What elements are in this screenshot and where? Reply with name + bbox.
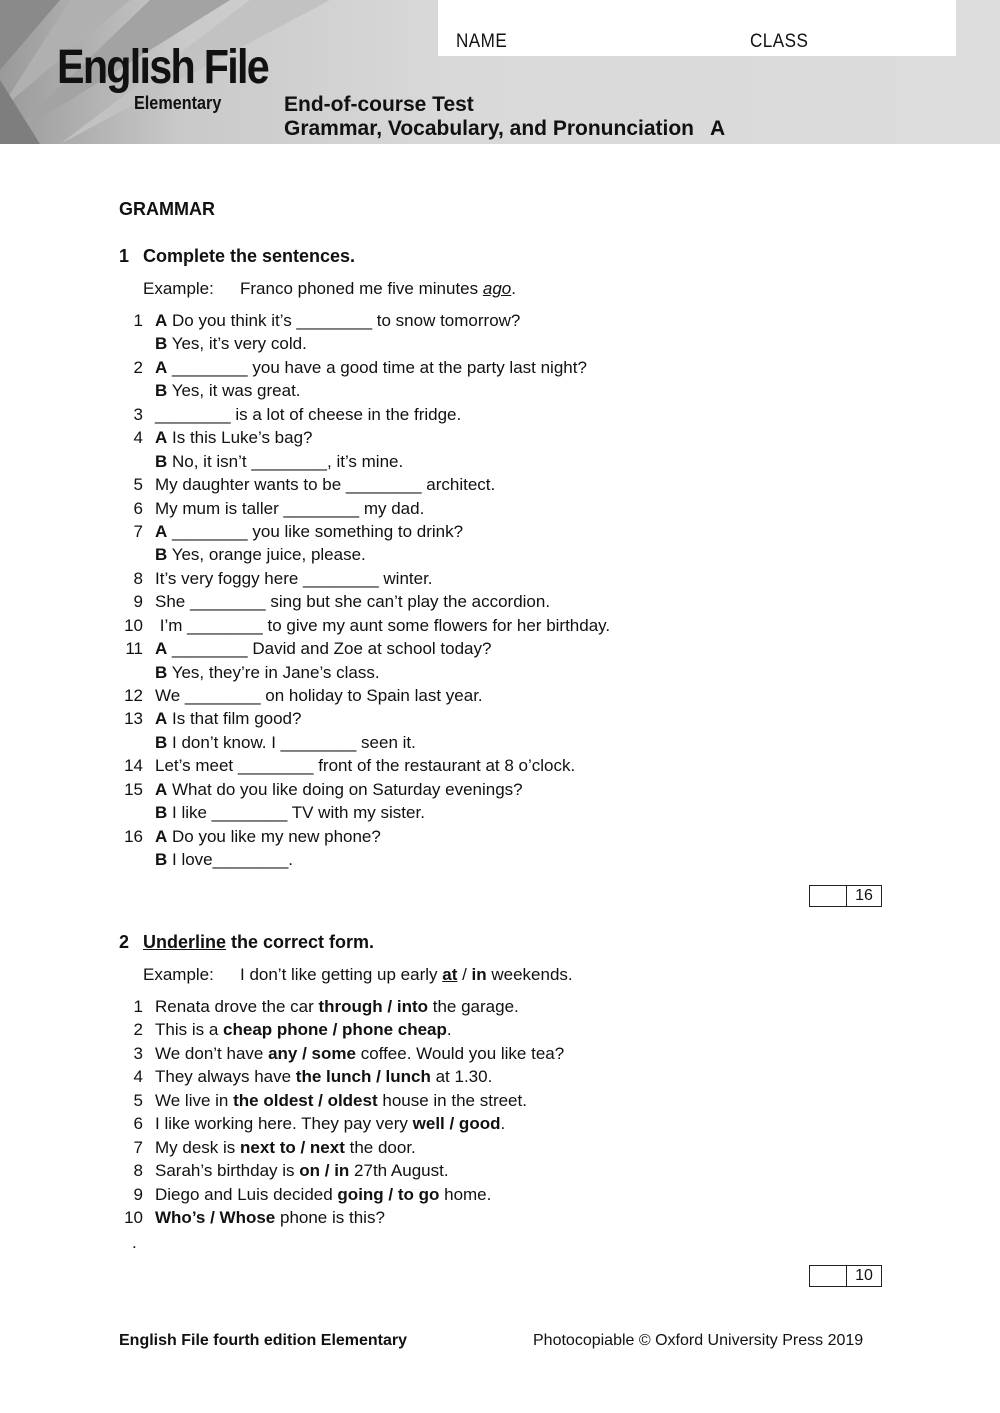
exercise-1-line [119,520,610,543]
answer-options[interactable]: through / into [318,997,429,1016]
item-text-before: Sarah’s birthday is [155,1161,300,1181]
example-label: Example: [143,279,214,298]
name-class-box [438,0,956,56]
exercise-1-line [119,309,610,332]
answer-options[interactable]: any / some [268,1043,356,1063]
item-number: 9 [133,592,143,612]
name-label: NAME [456,31,508,52]
example-after: weekends. [486,965,573,984]
item-text: I love________. [167,850,293,870]
example-label: Example: [143,965,214,984]
speaker-label: A [155,639,168,659]
exercise-2-list [119,995,564,1229]
exercise-2-line [119,1065,564,1088]
item-text: Let’s meet ________ front of the restaurant at 8 o’clock. [155,756,576,776]
item-number: 9 [133,1184,143,1204]
exercise-2-line [119,1136,564,1159]
exercise-2-number: 2 [119,932,130,952]
exercise-1-line [119,450,610,473]
item-number: 15 [124,779,143,799]
item-text-before: We live in [155,1090,234,1110]
answer-options[interactable]: on / in [299,1161,350,1181]
speaker-label: B [155,662,168,682]
example-before: Franco phoned me five minutes [240,279,483,298]
footer-copyright: Photocopiable © Oxford University Press 2019 [533,1332,864,1349]
answer-options[interactable]: going / to go [337,1184,440,1204]
item-text: Is this Luke’s bag? [167,428,313,448]
exercise-1-line [119,801,610,824]
exercise-1-example [143,279,516,299]
speaker-label: A [155,521,168,541]
item-number: 8 [133,568,143,588]
item-number: 7 [133,521,143,541]
answer-options[interactable]: cheap phone / phone cheap [223,1020,447,1040]
example-other: in [471,965,487,984]
exercise-1-number: 1 [119,246,130,266]
test-title: End-of-course Test [284,93,474,116]
exercise-1-line [119,497,610,520]
item-text-before: Diego and Luis decided [155,1184,338,1204]
speaker-label: A [155,357,168,377]
item-text: Is that film good? [167,709,302,729]
exercise-2-heading [119,932,374,953]
answer-options[interactable]: next to / next [240,1137,345,1157]
item-text-after: the garage. [428,997,519,1016]
item-number: 5 [133,475,143,495]
speaker-label: B [155,545,168,565]
speaker-label: A [155,709,168,729]
score-input-cell[interactable] [810,886,847,906]
item-text-after: the door. [344,1137,416,1157]
item-text: No, it isn’t ________, it’s mine. [167,451,404,471]
speaker-label: A [155,428,168,448]
example-answer: at [442,965,458,984]
exercise-2-instruction-underlined: Underline [143,932,227,952]
item-text: Yes, it’s very cold. [167,334,307,354]
item-number: 3 [133,404,143,424]
speaker-label: B [155,803,168,823]
example-answer: ago [482,279,512,298]
speaker-label: A [155,826,168,846]
item-text-before: Renata drove the car [155,997,319,1016]
exercise-2-line [119,1089,564,1112]
item-text: My mum is taller ________ my dad. [155,498,425,518]
example-after: . [511,279,516,298]
speaker-label: B [155,451,168,471]
exercise-2-line [119,1159,564,1182]
exercise-2-line [119,1018,564,1041]
exercise-1-heading [119,246,355,267]
item-text: ________ is a lot of cheese in the fridge. [155,404,462,424]
exercise-1-line [119,684,610,707]
item-text-after: 27th August. [349,1161,449,1181]
exercise-1-line [119,778,610,801]
exercise-1-line [119,614,610,637]
item-text-after: . [446,1020,452,1040]
exercise-2-example [143,965,573,985]
exercise-2-scorebox [809,1265,882,1287]
item-number: 6 [133,498,143,518]
footer-edition: English File fourth edition Elementary [119,1332,408,1349]
example-before: I don’t like getting up early [240,965,443,984]
item-text-after: at 1.30. [430,1067,493,1087]
test-subtitle [284,117,725,141]
item-text: Do you think it’s ________ to snow tomorrow? [167,311,521,330]
item-text-after: phone is this? [275,1207,385,1227]
item-text: ________ you like something to drink? [167,521,464,541]
exercise-1-line [119,567,610,590]
exercise-2-line [119,1112,564,1135]
item-number: 4 [133,1067,143,1087]
exercise-1-line [119,356,610,379]
item-number: 2 [133,357,143,377]
exercise-1-line [119,848,610,871]
exercise-1-line [119,661,610,684]
example-sep: / [457,965,472,984]
exercise-1-line [119,543,610,566]
answer-options[interactable]: Who’s / Whose [155,1207,276,1227]
item-text: My daughter wants to be ________ architect. [155,475,496,495]
item-number: 1 [133,311,143,330]
item-text-after: . [500,1114,506,1134]
exercise-2-instruction-rest: the correct form. [226,932,375,952]
item-text-before: They always have [155,1067,296,1087]
speaker-label: B [155,334,168,354]
item-text: Yes, orange juice, please. [167,545,366,565]
exercise-2-line [119,1206,564,1229]
exercise-1-instruction: Complete the sentences. [143,246,356,266]
item-number: 10 [124,615,143,635]
exercise-1-list [119,309,610,872]
test-subtitle-text: Grammar, Vocabulary, and Pronunciation [284,117,694,140]
exercise-1-line [119,731,610,754]
exercise-1-line [119,825,610,848]
item-text-before: This is a [155,1020,224,1040]
item-text: Yes, they’re in Jane’s class. [167,662,380,682]
item-number: 7 [133,1137,143,1157]
item-number: 12 [124,686,143,705]
item-number: 14 [124,756,143,776]
exercise-2-line [119,1183,564,1206]
item-number: 8 [133,1161,143,1181]
item-text: We ________ on holiday to Spain last year. [155,686,483,705]
exercise-1-line [119,637,610,660]
item-text: Do you like my new phone? [167,826,381,846]
exercise-1-scorebox [809,885,882,907]
exercise-1-line [119,473,610,496]
exercise-2-line [119,995,564,1018]
item-text-before: My desk is [155,1137,241,1157]
item-text-before: We don’t have [155,1043,269,1063]
exercise-2-line [119,1042,564,1065]
score-total: 16 [855,887,873,904]
exercise-1-line [119,403,610,426]
speaker-label: A [155,779,168,799]
item-number: 6 [133,1114,143,1134]
speaker-label: B [155,850,168,870]
item-text: It’s very foggy here ________ winter. [155,568,433,588]
item-number: 2 [133,1020,143,1040]
item-text: ________ David and Zoe at school today? [167,639,492,659]
item-text-before: I like working here. They pay very [155,1114,413,1134]
item-number: 16 [124,826,143,846]
item-number: 1 [133,997,143,1016]
item-text: ________ you have a good time at the party last night? [167,357,587,377]
exercise-1-line [119,379,610,402]
item-number: 13 [124,709,143,729]
item-text: I like ________ TV with my sister. [167,803,425,823]
section-title: GRAMMAR [119,199,215,219]
stray-mark: . [132,1233,137,1252]
item-text: I’m ________ to give my aunt some flowers for her birthday. [155,615,611,635]
logo-title: English File [57,41,269,94]
item-number: 11 [125,639,143,659]
logo-subtitle: Elementary [134,93,222,113]
item-number: 10 [124,1207,143,1227]
item-number: 4 [133,428,143,448]
answer-options[interactable]: well / good [412,1114,501,1134]
item-text-after: coffee. Would you like tea? [355,1043,565,1063]
item-text: What do you like doing on Saturday evenings? [167,779,523,799]
item-text-after: home. [439,1184,492,1204]
score-total: 10 [855,1267,873,1284]
answer-options[interactable]: the lunch / lunch [295,1067,431,1087]
item-number: 5 [133,1090,143,1110]
class-label: CLASS [750,31,809,52]
answer-options[interactable]: the oldest / oldest [233,1090,378,1110]
test-version: A [710,117,726,140]
item-text: I don’t know. I ________ seen it. [167,732,416,752]
speaker-label: B [155,381,168,401]
item-text: She ________ sing but she can’t play the accordion. [155,592,551,612]
exercise-1-line [119,707,610,730]
exercise-1-line [119,332,610,355]
item-text: Yes, it was great. [167,381,301,401]
speaker-label: A [155,311,168,330]
speaker-label: B [155,732,168,752]
exercise-1-line [119,590,610,613]
exercise-1-line [119,426,610,449]
item-text-after: house in the street. [377,1090,527,1110]
exercise-1-line [119,754,610,777]
score-input-cell[interactable] [810,1266,847,1286]
item-number: 3 [133,1043,143,1063]
